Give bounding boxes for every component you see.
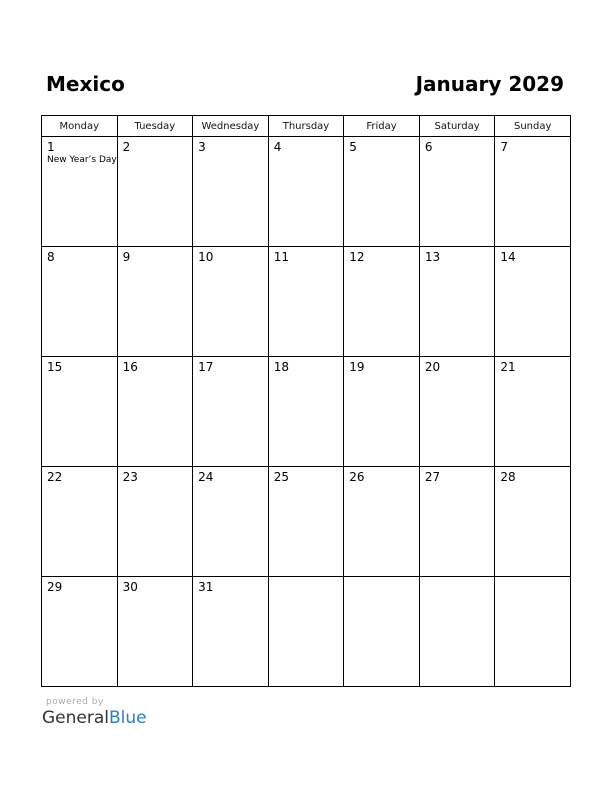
day-number: 23	[122, 470, 138, 484]
day-number: 29	[47, 580, 63, 594]
day-number: 20	[424, 360, 441, 374]
brand-name-blue: Blue	[109, 708, 147, 728]
day-number: 14	[500, 250, 516, 264]
day-cell	[193, 357, 269, 467]
day-cell	[268, 247, 344, 357]
day-number: 5	[349, 140, 357, 154]
day-number: 1	[47, 140, 55, 154]
day-cell	[42, 137, 118, 247]
week-row	[42, 137, 571, 247]
day-cell	[117, 577, 193, 687]
day-cell	[268, 357, 344, 467]
day-number: 16	[122, 360, 138, 374]
day-cell	[344, 357, 420, 467]
day-number: 15	[47, 360, 63, 374]
day-cell	[344, 467, 420, 577]
calendar-grid	[41, 115, 571, 687]
day-number: 4	[273, 140, 282, 154]
day-number: 28	[500, 470, 516, 484]
weekday-header: Monday	[42, 116, 118, 137]
day-cell	[495, 137, 571, 247]
day-cell	[419, 137, 495, 247]
day-cell	[419, 357, 495, 467]
day-number: 3	[198, 140, 206, 154]
day-number: 19	[349, 360, 365, 374]
day-cell	[495, 357, 571, 467]
day-cell	[193, 467, 269, 577]
day-cell	[268, 577, 344, 687]
day-cell	[42, 247, 118, 357]
day-number: 30	[122, 580, 138, 594]
day-number: 13	[424, 250, 441, 264]
day-number	[269, 577, 344, 580]
generalblue-logo[interactable]	[42, 708, 147, 728]
day-cell	[344, 247, 420, 357]
day-number: 8	[47, 250, 55, 264]
day-cell	[495, 467, 571, 577]
country-title: Mexico	[46, 72, 125, 96]
day-cell	[495, 247, 571, 357]
day-number: 9	[122, 250, 131, 264]
brand-name-general: General	[42, 708, 109, 728]
day-number: 6	[424, 140, 433, 154]
day-number	[495, 577, 570, 580]
weekday-header: Thursday	[268, 116, 344, 137]
day-cell	[117, 467, 193, 577]
day-number: 2	[122, 140, 131, 154]
day-number: 17	[198, 360, 214, 374]
day-number: 22	[47, 470, 63, 484]
day-number: 26	[349, 470, 365, 484]
day-number: 11	[273, 250, 289, 264]
day-cell	[193, 247, 269, 357]
day-cell	[42, 577, 118, 687]
day-cell	[419, 247, 495, 357]
day-number: 21	[500, 360, 516, 374]
day-number: 25	[273, 470, 289, 484]
day-cell	[42, 357, 118, 467]
day-number: 12	[349, 250, 365, 264]
day-cell	[344, 577, 420, 687]
weekday-header: Friday	[344, 116, 420, 137]
day-cell	[117, 357, 193, 467]
day-number: 7	[500, 140, 509, 154]
day-cell	[495, 577, 571, 687]
day-number: 18	[273, 360, 289, 374]
weekday-header-row	[42, 116, 571, 137]
week-row	[42, 577, 571, 687]
day-cell	[268, 467, 344, 577]
day-number	[420, 577, 495, 580]
weekday-header: Sunday	[495, 116, 571, 137]
day-cell	[42, 467, 118, 577]
week-row	[42, 247, 571, 357]
day-cell	[193, 137, 269, 247]
day-cell	[268, 137, 344, 247]
week-row	[42, 357, 571, 467]
day-number	[344, 577, 419, 580]
day-cell	[193, 577, 269, 687]
day-number: 27	[424, 470, 441, 484]
day-cell	[117, 247, 193, 357]
holiday-label: New Year’s Day	[47, 155, 117, 165]
weekday-header: Wednesday	[193, 116, 269, 137]
day-cell	[419, 577, 495, 687]
weekday-header: Saturday	[419, 116, 495, 137]
weekday-header: Tuesday	[117, 116, 193, 137]
day-cell	[419, 467, 495, 577]
day-cell	[344, 137, 420, 247]
day-cell	[117, 137, 193, 247]
day-number: 10	[198, 250, 214, 264]
powered-by-label: powered by	[46, 697, 104, 707]
day-number: 24	[198, 470, 214, 484]
month-year-title: January 2029	[415, 72, 564, 96]
week-row	[42, 467, 571, 577]
day-number: 31	[198, 580, 214, 594]
